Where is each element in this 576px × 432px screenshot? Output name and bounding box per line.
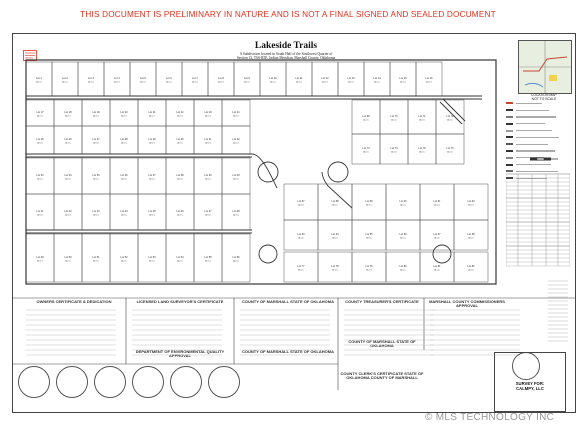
lot-acres: Acres [65, 178, 71, 181]
lot-acres: Acres [332, 269, 338, 272]
lot-acres: Acres [177, 214, 183, 217]
lot-label: Lot 57 [297, 200, 305, 203]
lot-label: Lot 35 [92, 174, 100, 177]
legend-text-line [516, 137, 559, 138]
client-name: CALMPY, LLC [516, 386, 544, 391]
lot-label: Lot 52 [120, 256, 128, 259]
lot-label: Lot 72 [446, 115, 454, 118]
lot-label: Lot 28 [120, 138, 128, 141]
lot-acres: Acres [121, 214, 127, 217]
surveyor-certificate-heading: LICENSED LAND SURVEYOR'S CERTIFICATE [136, 300, 224, 304]
legend-item [506, 134, 570, 141]
lot-acres: Acres [93, 178, 99, 181]
lot-acres: Acres [298, 269, 304, 272]
lot-acres: Acres [233, 260, 239, 263]
legend-text-line [516, 130, 552, 131]
legend-symbol [506, 109, 513, 111]
lot-label: Lot 36 [120, 174, 128, 177]
lot-acres: Acres [149, 142, 155, 145]
lot-acres: Acres [296, 81, 302, 84]
lot-label: Lot 39 [204, 174, 212, 177]
seal-4 [132, 366, 164, 398]
lot-acres: Acres [400, 237, 406, 240]
legend-text-line [516, 116, 556, 117]
lot-acres: Acres [434, 269, 440, 272]
lot-acres: Acres [37, 115, 43, 118]
county-certificate-heading: COUNTY OF MARSHALL STATE OF OKLAHOMA [242, 300, 334, 304]
lot-label: Lot 73 [362, 147, 370, 150]
lot-acres: Acres [233, 178, 239, 181]
lot-acres: Acres [434, 237, 440, 240]
county-clerk-heading: COUNTY CLERK'S CERTIFICATE STATE OF OKLAHOMA COUNTY OF MARSHALL [340, 372, 424, 381]
lot-label: Lot 33 [36, 174, 44, 177]
lot-acres: Acres [93, 115, 99, 118]
lot-acres: Acres [468, 269, 474, 272]
lot-label: Lot 79 [365, 265, 373, 268]
owners-certificate-heading: OWNERS CERTIFICATE & DEDICATION [36, 300, 112, 304]
lot-label: Lot 23 [204, 111, 212, 114]
lot-label: Lot 2 [62, 77, 68, 80]
lot-acres: Acres [244, 81, 250, 84]
lot-label: Lot 14 [373, 77, 381, 80]
commissioners-approval-heading: MARSHALL COUNTY COMMISSIONERS APPROVAL [429, 300, 505, 309]
lot-label: Lot 16 [425, 77, 433, 80]
lot-label: Lot 61 [433, 200, 441, 203]
lot-acres: Acres [93, 142, 99, 145]
lot-acres: Acres [218, 81, 224, 84]
location-map [518, 40, 572, 94]
lot-label: Lot 58 [331, 200, 339, 203]
seal-3 [94, 366, 126, 398]
lot-label: Lot 13 [347, 77, 355, 80]
lot-acres: Acres [65, 142, 71, 145]
lot-acres: Acres [447, 151, 453, 154]
lot-acres: Acres [177, 178, 183, 181]
lot-acres: Acres [332, 204, 338, 207]
lot-acres: Acres [434, 204, 440, 207]
lot-label: Lot 10 [269, 77, 277, 80]
lot-acres: Acres [121, 115, 127, 118]
title-block [494, 352, 566, 412]
lot-acres: Acres [149, 178, 155, 181]
lot-label: Lot 69 [362, 115, 370, 118]
county-certificate-3-heading: COUNTY OF MARSHALL STATE OF OKLAHOMA [348, 340, 416, 349]
lot-label: Lot 20 [120, 111, 128, 114]
legend-symbol [506, 164, 513, 166]
lot-acres: Acres [391, 151, 397, 154]
lot-acres: Acres [447, 119, 453, 122]
lot-acres: Acres [322, 81, 328, 84]
lot-acres: Acres [366, 204, 372, 207]
subtitle-line-1: A Subdivision located in South Half of the Southwest Quarter of [239, 52, 333, 56]
lot-acres: Acres [468, 237, 474, 240]
lot-label: Lot 78 [331, 265, 339, 268]
lot-label: Lot 53 [148, 256, 156, 259]
deq-approval-heading: DEPARTMENT OF ENVIRONMENTAL QUALITY APPROVAL [135, 350, 225, 359]
lot-label: Lot 67 [433, 233, 441, 236]
lot-label: Lot 47 [204, 210, 212, 213]
lot-label: Lot 8 [218, 77, 224, 80]
lot-label: Lot 25 [36, 138, 44, 141]
plat-title: Lakeside Trails [254, 41, 318, 51]
lot-acres: Acres [149, 115, 155, 118]
lot-acres: Acres [419, 119, 425, 122]
lot-label: Lot 19 [92, 111, 100, 114]
legend-item [506, 114, 570, 121]
lot-label: Lot 80 [399, 265, 407, 268]
legend-symbol [506, 130, 513, 132]
lot-label: Lot 43 [92, 210, 100, 213]
lot-label: Lot 62 [467, 200, 475, 203]
legend-symbol [506, 143, 513, 145]
lot-acres: Acres [391, 119, 397, 122]
lot-label: Lot 64 [331, 233, 339, 236]
lot-label: Lot 11 [295, 77, 303, 80]
mls-copyright: © MLS TECHNOLOGY INC [425, 412, 555, 423]
lot-label: Lot 27 [92, 138, 100, 141]
seal-2 [56, 366, 88, 398]
lot-label: Lot 50 [64, 256, 72, 259]
lot-label: Lot 31 [204, 138, 212, 141]
lot-acres: Acres [366, 269, 372, 272]
lot-acres: Acres [400, 81, 406, 84]
lot-label: Lot 41 [36, 210, 44, 213]
legend-item [506, 107, 570, 114]
lot-acres: Acres [65, 260, 71, 263]
lot-label: Lot 46 [176, 210, 184, 213]
legend-symbol [506, 116, 513, 118]
certificate-linework [12, 290, 576, 412]
legend-symbol [506, 150, 513, 152]
lot-acres: Acres [37, 214, 43, 217]
lot-label: Lot 24 [232, 111, 240, 114]
legend-item [506, 100, 570, 107]
north-arrow-icon [528, 152, 560, 166]
lot-label: Lot 18 [64, 111, 72, 114]
lot-label: Lot 55 [204, 256, 212, 259]
lot-label: Lot 70 [390, 115, 398, 118]
lot-label: Lot 1 [36, 77, 42, 80]
lot-acres: Acres [233, 115, 239, 118]
legend-symbol [506, 136, 513, 138]
lot-label: Lot 30 [176, 138, 184, 141]
lot-label: Lot 37 [148, 174, 156, 177]
lot-label: Lot 71 [418, 115, 426, 118]
lot-acres: Acres [205, 260, 211, 263]
lot-acres: Acres [36, 81, 42, 84]
lot-label: Lot 54 [176, 256, 184, 259]
lot-label: Lot 82 [467, 265, 475, 268]
lot-label: Lot 51 [92, 256, 100, 259]
lot-acres: Acres [140, 81, 146, 84]
lot-label: Lot 17 [36, 111, 44, 114]
lot-label: Lot 74 [390, 147, 398, 150]
lot-label: Lot 48 [232, 210, 240, 213]
lot-acres: Acres [205, 214, 211, 217]
lot-acres: Acres [270, 81, 276, 84]
legend-item [506, 127, 570, 134]
lot-label: Lot 38 [176, 174, 184, 177]
lot-acres: Acres [468, 204, 474, 207]
legend-text-line [516, 110, 549, 111]
legend-text-line [516, 103, 542, 104]
lot-label: Lot 12 [321, 77, 329, 80]
lot-acres: Acres [166, 81, 172, 84]
lot-label: Lot 5 [140, 77, 146, 80]
subdivision-plat-drawing [22, 58, 498, 288]
legend-text-line [516, 144, 548, 145]
lot-acres: Acres [37, 178, 43, 181]
lot-label: Lot 6 [166, 77, 172, 80]
lot-label: Lot 26 [64, 138, 72, 141]
county-certificate-2-heading: COUNTY OF MARSHALL STATE OF OKLAHOMA [242, 350, 334, 354]
lot-label: Lot 49 [36, 256, 44, 259]
lot-acres: Acres [65, 214, 71, 217]
lot-acres: Acres [363, 119, 369, 122]
lot-acres: Acres [366, 237, 372, 240]
lot-acres: Acres [298, 237, 304, 240]
seal-5 [170, 366, 202, 398]
legend-text-line [516, 123, 545, 124]
lot-label: Lot 66 [399, 233, 407, 236]
lot-acres: Acres [121, 142, 127, 145]
lot-label: Lot 56 [232, 256, 240, 259]
lot-acres: Acres [62, 81, 68, 84]
lot-label: Lot 75 [418, 147, 426, 150]
lot-label: Lot 9 [244, 77, 250, 80]
lot-label: Lot 15 [399, 77, 407, 80]
lot-label: Lot 68 [467, 233, 475, 236]
lot-acres: Acres [177, 260, 183, 263]
lot-label: Lot 29 [148, 138, 156, 141]
lot-label: Lot 63 [297, 233, 305, 236]
lot-acres: Acres [233, 142, 239, 145]
lot-label: Lot 44 [120, 210, 128, 213]
lot-label: Lot 59 [365, 200, 373, 203]
lot-acres: Acres [348, 81, 354, 84]
lot-acres: Acres [121, 260, 127, 263]
lot-acres: Acres [205, 115, 211, 118]
lot-label: Lot 65 [365, 233, 373, 236]
lot-acres: Acres [88, 81, 94, 84]
lot-acres: Acres [93, 260, 99, 263]
lot-acres: Acres [149, 214, 155, 217]
lot-acres: Acres [298, 204, 304, 207]
legend-symbol [506, 157, 513, 159]
lot-label: Lot 45 [148, 210, 156, 213]
lot-acres: Acres [426, 81, 432, 84]
lot-label: Lot 4 [114, 77, 120, 80]
lot-label: Lot 3 [88, 77, 94, 80]
lot-acres: Acres [363, 151, 369, 154]
lot-acres: Acres [65, 115, 71, 118]
legend-symbol [506, 123, 513, 125]
curve-table [506, 172, 570, 272]
subtitle-line-2: Section 13, T6S-R5E, Indian Meridian, Marshall County, Oklahoma [236, 56, 336, 61]
lot-label: Lot 76 [446, 147, 454, 150]
not-to-scale-label: NOT TO SCALE [531, 97, 557, 101]
lot-acres: Acres [332, 237, 338, 240]
lot-label: Lot 81 [433, 265, 441, 268]
lot-acres: Acres [37, 260, 43, 263]
treasurer-certificate-heading: COUNTY TREASURER'S CERTIFICATE [345, 300, 419, 304]
preliminary-warning: THIS DOCUMENT IS PRELIMINARY IN NATURE AND IS NOT A FINAL SIGNED AND SEALED DOCUMENT [80, 10, 496, 19]
seal-1 [18, 366, 50, 398]
lot-acres: Acres [400, 269, 406, 272]
lot-acres: Acres [205, 178, 211, 181]
lot-acres: Acres [149, 260, 155, 263]
lot-label: Lot 60 [399, 200, 407, 203]
lot-label: Lot 21 [148, 111, 156, 114]
legend-item [506, 141, 570, 148]
lot-acres: Acres [37, 142, 43, 145]
lot-label: Lot 34 [64, 174, 72, 177]
lot-label: Lot 22 [176, 111, 184, 114]
lot-acres: Acres [374, 81, 380, 84]
lot-acres: Acres [205, 142, 211, 145]
lot-label: Lot 7 [192, 77, 198, 80]
lot-acres: Acres [177, 142, 183, 145]
lot-acres: Acres [93, 214, 99, 217]
lot-acres: Acres [192, 81, 198, 84]
legend-items [506, 100, 570, 182]
lot-acres: Acres [114, 81, 120, 84]
lot-acres: Acres [177, 115, 183, 118]
lot-acres: Acres [400, 204, 406, 207]
lot-acres: Acres [419, 151, 425, 154]
lot-acres: Acres [121, 178, 127, 181]
lot-label: Lot 77 [297, 265, 305, 268]
legend-item [506, 120, 570, 127]
lot-acres: Acres [233, 214, 239, 217]
location-map-label: LOCATION MAP [531, 93, 557, 97]
seal-6 [208, 366, 240, 398]
lot-label: Lot 40 [232, 174, 240, 177]
lot-label: Lot 32 [232, 138, 240, 141]
legend-symbol [506, 102, 513, 104]
survey-for-label: SURVEY FOR: [515, 381, 545, 386]
lot-label: Lot 42 [64, 210, 72, 213]
